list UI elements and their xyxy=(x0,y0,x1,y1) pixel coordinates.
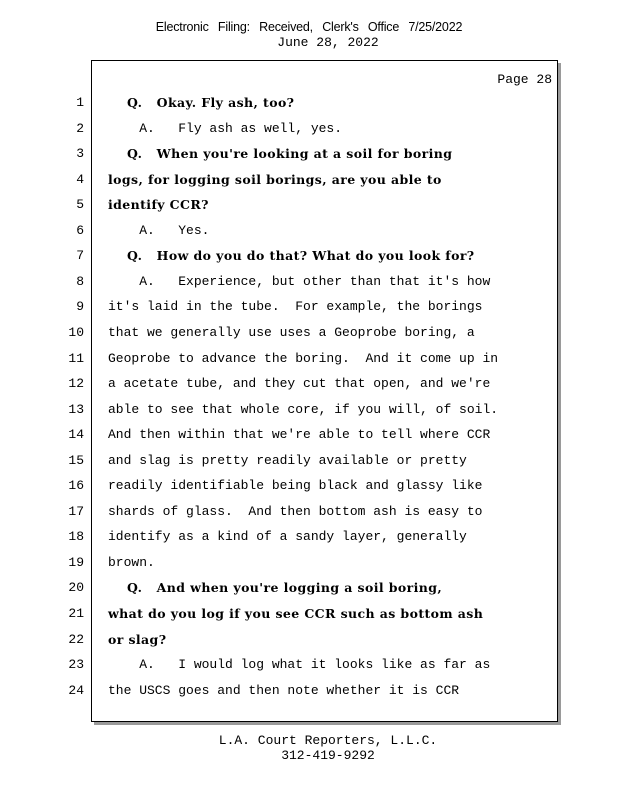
answer-line: And then within that we're able to tell where CCR xyxy=(108,427,491,442)
answer-line: identify as a kind of a sandy layer, generally xyxy=(108,529,467,544)
answer-line: shards of glass. And then bottom ash is easy to xyxy=(108,504,483,519)
answer-line: the USCS goes and then note whether it is CCR xyxy=(108,683,460,698)
footer xyxy=(0,733,618,763)
answer-line: a acetate tube, and they cut that open, and we're xyxy=(108,376,491,391)
line-number: 2 xyxy=(76,121,84,136)
question-line: Q. How do you do that? What do you look for? xyxy=(108,248,475,263)
line-number: 20 xyxy=(68,580,84,595)
reporter-phone: 312-419-9292 xyxy=(281,748,375,763)
line-number: 18 xyxy=(68,529,84,544)
answer-line: A. I would log what it looks like as far as xyxy=(108,657,491,672)
line-number: 21 xyxy=(68,606,84,621)
line-number: 3 xyxy=(76,146,84,161)
answer-line: and slag is pretty readily available or pretty xyxy=(108,453,467,468)
line-number: 11 xyxy=(68,351,84,366)
page-number: Page 28 xyxy=(497,72,552,87)
answer-line: readily identifiable being black and glassy like xyxy=(108,478,483,493)
hearing-date: June 28, 2022 xyxy=(277,35,379,50)
answer-line: A. Fly ash as well, yes. xyxy=(108,121,343,136)
answer-line: able to see that whole core, if you will, of soil. xyxy=(108,402,499,417)
question-line: identify CCR? xyxy=(108,197,209,212)
line-number: 10 xyxy=(68,325,84,340)
line-number: 4 xyxy=(76,172,84,187)
answer-line: A. Yes. xyxy=(108,223,210,238)
line-number: 15 xyxy=(68,453,84,468)
line-number: 19 xyxy=(68,555,84,570)
line-number: 17 xyxy=(68,504,84,519)
filing-stamp: Electronic Filing: Received, Clerk's Office 7/25/2022 xyxy=(155,20,463,34)
answer-line: that we generally use uses a Geoprobe boring, a xyxy=(108,325,475,340)
line-number: 14 xyxy=(68,427,84,442)
reporter-company: L.A. Court Reporters, L.L.C. xyxy=(218,733,438,748)
question-line: what do you log if you see CCR such as bottom ash xyxy=(108,606,484,621)
line-number: 9 xyxy=(76,299,84,314)
line-number: 1 xyxy=(76,95,84,110)
line-number: 16 xyxy=(68,478,84,493)
line-number: 5 xyxy=(76,197,84,212)
answer-line: it's laid in the tube. For example, the borings xyxy=(108,299,483,314)
answer-line: A. Experience, but other than that it's how xyxy=(108,274,491,289)
line-number: 6 xyxy=(76,223,84,238)
question-line: Q. And when you're logging a soil boring, xyxy=(108,580,443,595)
line-number: 22 xyxy=(68,632,84,647)
answer-line: brown. xyxy=(108,555,155,570)
line-number: 12 xyxy=(68,376,84,391)
question-line: Q. When you're looking at a soil for boring xyxy=(108,146,453,161)
line-number: 13 xyxy=(68,402,84,417)
question-line: Q. Okay. Fly ash, too? xyxy=(108,95,295,110)
line-number: 24 xyxy=(68,683,84,698)
line-number: 7 xyxy=(76,248,84,263)
line-number: 8 xyxy=(76,274,84,289)
question-line: logs, for logging soil borings, are you able to xyxy=(108,172,442,187)
answer-line: Geoprobe to advance the boring. And it come up in xyxy=(108,351,499,366)
question-line: or slag? xyxy=(108,632,167,647)
line-number: 23 xyxy=(68,657,84,672)
